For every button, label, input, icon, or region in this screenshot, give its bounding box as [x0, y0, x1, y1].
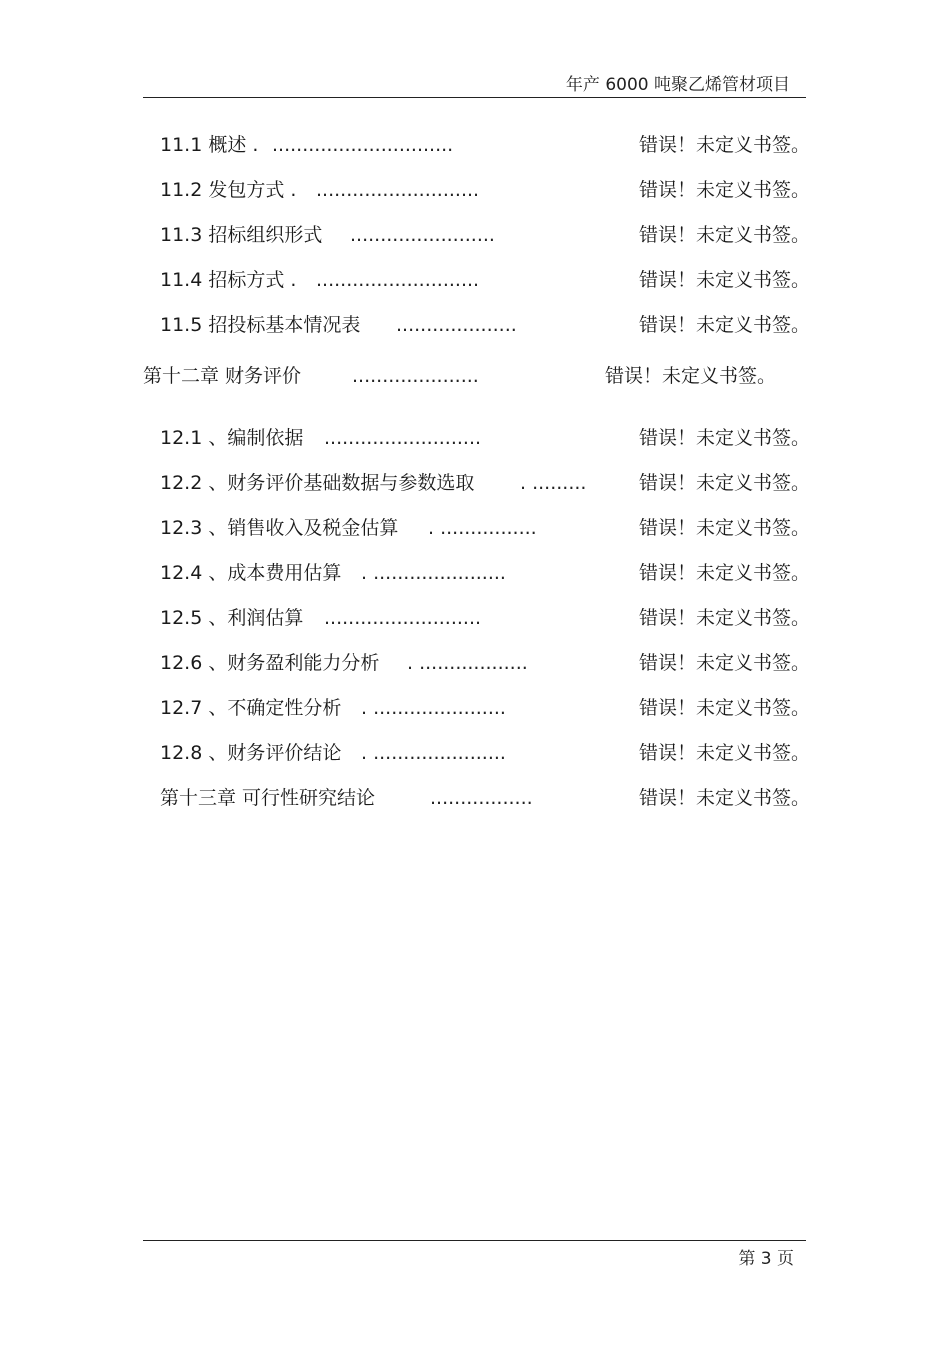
toc-entry-11-5[interactable] — [0, 310, 950, 340]
toc-entry-title: 11.3 招标组织形式 — [160, 224, 323, 246]
toc-entry-page-ref: 错误！未定义书签。 — [639, 562, 811, 584]
toc-entry-page-ref: 错误！未定义书签。 — [639, 224, 811, 246]
toc-entry-title: 11.5 招投标基本情况表 — [160, 314, 361, 336]
toc-leader-dots: ..................... — [352, 365, 479, 387]
toc-entry-12-8[interactable] — [0, 738, 950, 768]
toc-entry-page-ref: 错误！未定义书签。 — [639, 179, 811, 201]
page-header-title: 年产 6000 吨聚乙烯管材项目 — [565, 75, 790, 95]
toc-entry-page-ref: 错误！未定义书签。 — [639, 472, 811, 494]
toc-entry-title: 12.2 、财务评价基础数据与参数选取 — [160, 472, 475, 494]
toc-leader-dots: ................. — [430, 787, 533, 809]
toc-entry-12-3[interactable] — [0, 513, 950, 543]
toc-entry-12-5[interactable] — [0, 603, 950, 633]
toc-leader-dots: ........................... — [316, 179, 480, 201]
toc-leader-dots: ........................... — [316, 269, 480, 291]
toc-entry-chapter-13[interactable] — [0, 783, 950, 813]
toc-entry-title: 11.2 发包方式 . — [160, 179, 297, 201]
toc-entry-title: 12.8 、财务评价结论 — [160, 742, 342, 764]
toc-leader-dots: .......................... — [324, 607, 482, 629]
toc-entry-12-2[interactable] — [0, 468, 950, 498]
toc-entry-page-ref: 错误！未定义书签。 — [639, 314, 811, 336]
footer-rule — [143, 1240, 806, 1241]
toc-entry-title: 12.7 、不确定性分析 — [160, 697, 342, 719]
toc-entry-chapter-12[interactable] — [0, 361, 950, 391]
toc-entry-11-4[interactable] — [0, 265, 950, 295]
toc-entry-12-1[interactable] — [0, 423, 950, 453]
toc-entry-12-7[interactable] — [0, 693, 950, 723]
toc-entry-title: 第十三章 可行性研究结论 — [160, 787, 376, 809]
toc-leader-dots: .......................... — [324, 427, 482, 449]
toc-leader-dots: . ................ — [428, 517, 537, 539]
toc-entry-page-ref: 错误！未定义书签。 — [639, 269, 811, 291]
toc-entry-page-ref: 错误！未定义书签。 — [605, 365, 777, 387]
toc-entry-page-ref: 错误！未定义书签。 — [639, 134, 811, 156]
toc-leader-dots: ........................ — [350, 224, 495, 246]
toc-entry-page-ref: 错误！未定义书签。 — [639, 787, 811, 809]
toc-leader-dots: . ......... — [520, 472, 587, 494]
page-number: 第 3 页 — [738, 1249, 794, 1269]
header-rule — [143, 97, 806, 98]
toc-entry-page-ref: 错误！未定义书签。 — [639, 607, 811, 629]
toc-entry-page-ref: 错误！未定义书签。 — [639, 517, 811, 539]
toc-entry-11-1[interactable] — [0, 130, 950, 160]
toc-entry-title: 12.5 、利润估算 — [160, 607, 304, 629]
toc-entry-title: 11.1 概述 . — [160, 134, 259, 156]
toc-entry-page-ref: 错误！未定义书签。 — [639, 427, 811, 449]
toc-entry-title: 11.4 招标方式 . — [160, 269, 297, 291]
toc-leader-dots: .............................. — [272, 134, 454, 156]
toc-leader-dots: .................... — [396, 314, 517, 336]
toc-entry-title: 12.6 、财务盈利能力分析 — [160, 652, 380, 674]
toc-leader-dots: . ...................... — [361, 697, 506, 719]
toc-entry-page-ref: 错误！未定义书签。 — [639, 652, 811, 674]
toc-entry-title: 12.4 、成本费用估算 — [160, 562, 342, 584]
toc-leader-dots: . ...................... — [361, 562, 506, 584]
toc-entry-title: 12.3 、销售收入及税金估算 — [160, 517, 399, 539]
toc-entry-page-ref: 错误！未定义书签。 — [639, 742, 811, 764]
toc-entry-title: 第十二章 财务评价 — [143, 365, 302, 387]
toc-leader-dots: . .................. — [407, 652, 528, 674]
toc-entry-page-ref: 错误！未定义书签。 — [639, 697, 811, 719]
toc-entry-11-2[interactable] — [0, 175, 950, 205]
toc-leader-dots: . ...................... — [361, 742, 506, 764]
toc-entry-12-6[interactable] — [0, 648, 950, 678]
toc-entry-12-4[interactable] — [0, 558, 950, 588]
toc-entry-title: 12.1 、编制依据 — [160, 427, 304, 449]
toc-entry-11-3[interactable] — [0, 220, 950, 250]
